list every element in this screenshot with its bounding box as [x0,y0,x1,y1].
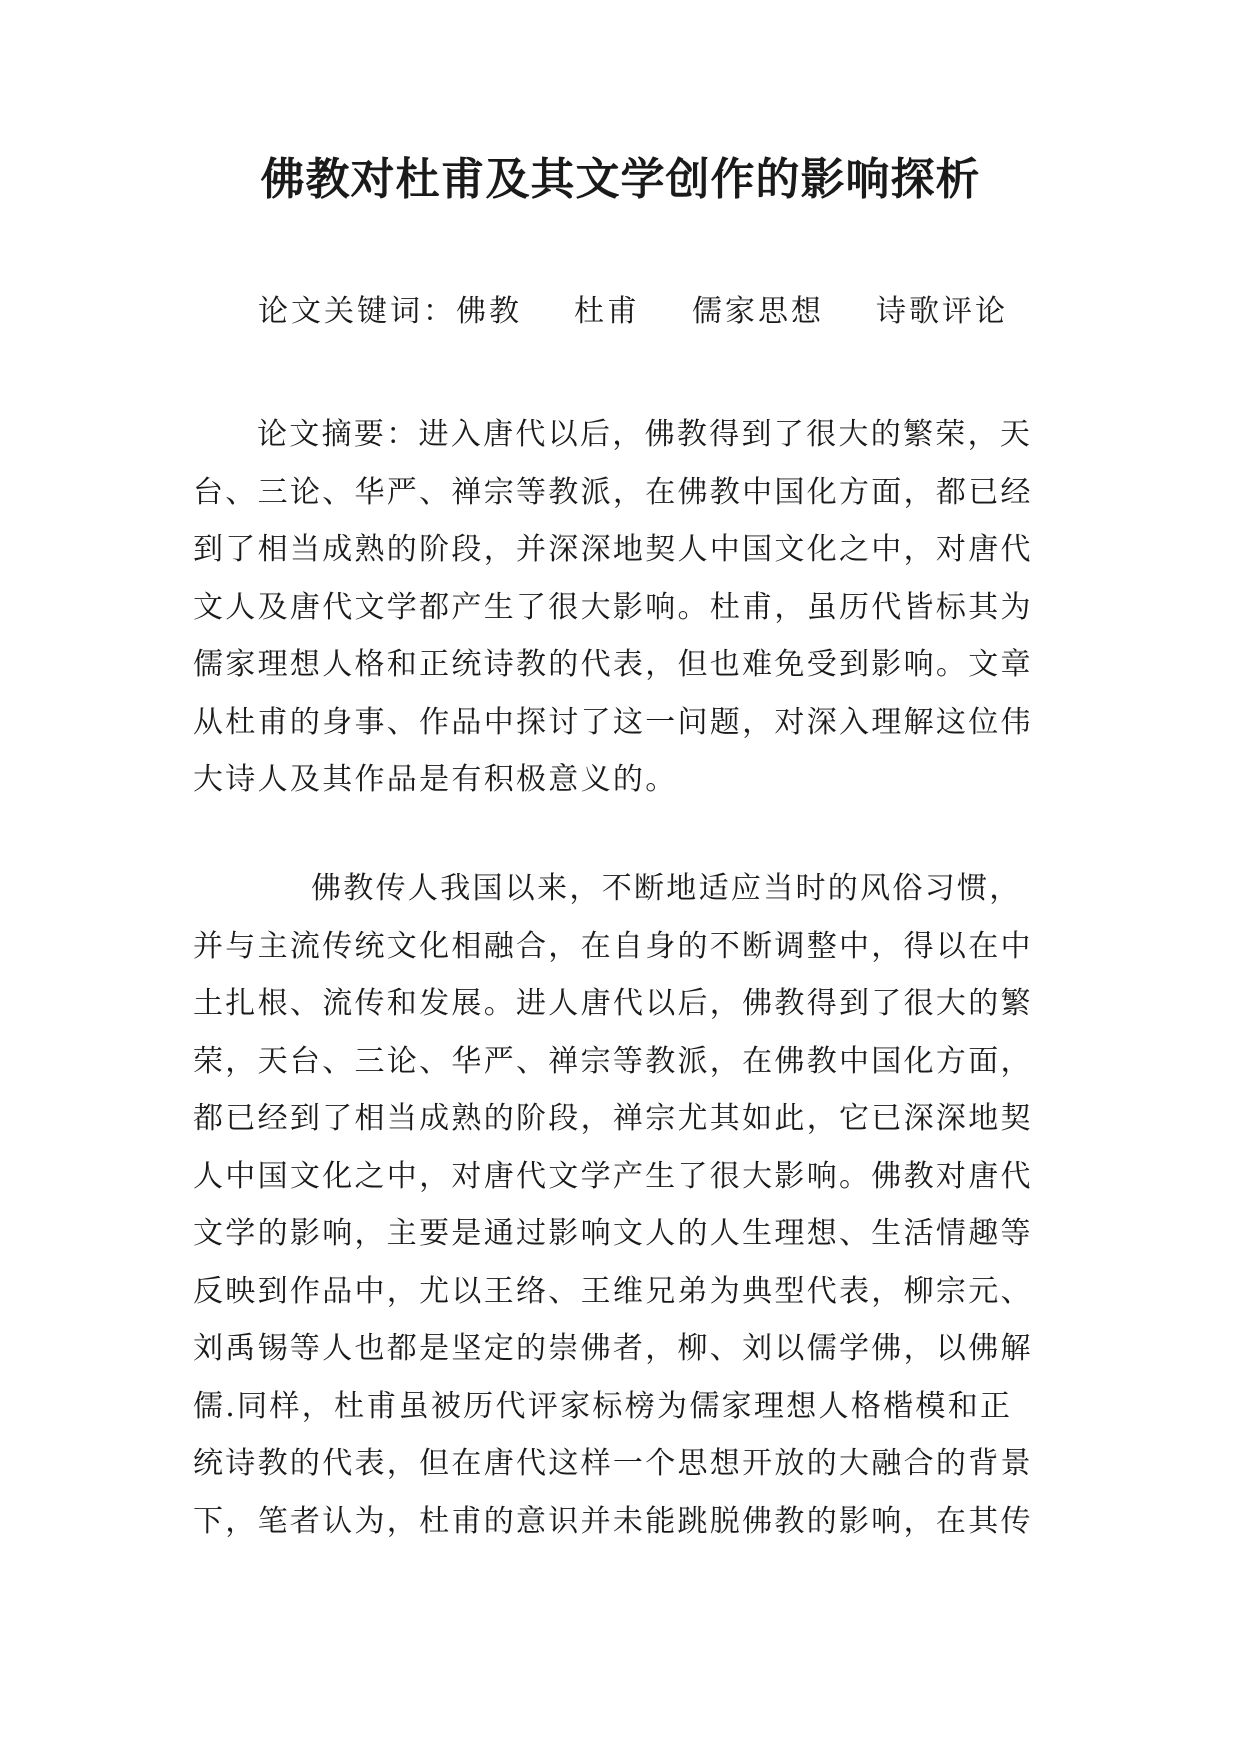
body-line: 统诗教的代表，但在唐代这样一个思想开放的大融合的背景 [193,1446,1033,1481]
body-line: 人中国文化之中，对唐代文学产生了很大影响。佛教对唐代 [193,1158,1033,1194]
body-line: 儒.同样，杜甫虽被历代评家标榜为儒家理想人格楷模和正 [193,1388,1013,1424]
keyword-item: 佛教 [456,294,522,329]
body-line: 都已经到了相当成熟的阶段，禅宗尤其如此，它已深深地契 [193,1101,1033,1136]
body-line: 佛教传人我国以来，不断地适应当时的风俗习惯， [311,871,1022,906]
body-paragraph [193,860,1049,1550]
abstract-line: 大诗人及其作品是有积极意义的。 [193,762,678,797]
keyword-item: 儒家思想 [692,294,824,329]
abstract-line: 台、三论、华严、禅宗等教派，在佛教中国化方面，都已经 [193,474,1033,510]
body-line: 下，笔者认为，杜甫的意识并未能跳脱佛教的影响，在其传 [193,1503,1033,1539]
body-line: 并与主流传统文化相融合，在自身的不断调整中，得以在中 [193,928,1033,964]
keyword-item: 杜甫 [574,294,640,329]
abstract-paragraph [193,406,1049,809]
abstract-line: 文人及唐代文学都产生了很大影响。杜甫，虽历代皆标其为 [193,589,1033,625]
paper-title: 佛教对杜甫及其文学创作的影响探析 [260,154,981,205]
abstract-line: 儒家理想人格和正统诗教的代表，但也难免受到影响。文章 [193,647,1033,682]
body-line: 土扎根、流传和发展。进人唐代以后，佛教得到了很大的繁 [193,986,1033,1021]
abstract-line: 从杜甫的身事、作品中探讨了这一问题，对深入理解这位伟 [193,704,1033,740]
body-line: 文学的影响，主要是通过影响文人的人生理想、生活情趣等 [193,1216,1033,1251]
abstract-line: 论文摘要：进入唐代以后，佛教得到了很大的繁荣，天 [257,417,1033,452]
keywords-line [258,286,1008,338]
body-line: 刘禹锡等人也都是坚定的崇佛者，柳、刘以儒学佛，以佛解 [193,1331,1033,1366]
keyword-item: 诗歌评论 [876,294,1008,329]
body-line: 荣，天台、三论、华严、禅宗等教派，在佛教中国化方面， [193,1043,1033,1079]
keywords-label: 论文关键词： [258,294,456,329]
abstract-line: 到了相当成熟的阶段，并深深地契人中国文化之中，对唐代 [193,532,1033,567]
body-line: 反映到作品中，尤以王络、王维兄弟为典型代表，柳宗元、 [193,1273,1033,1309]
